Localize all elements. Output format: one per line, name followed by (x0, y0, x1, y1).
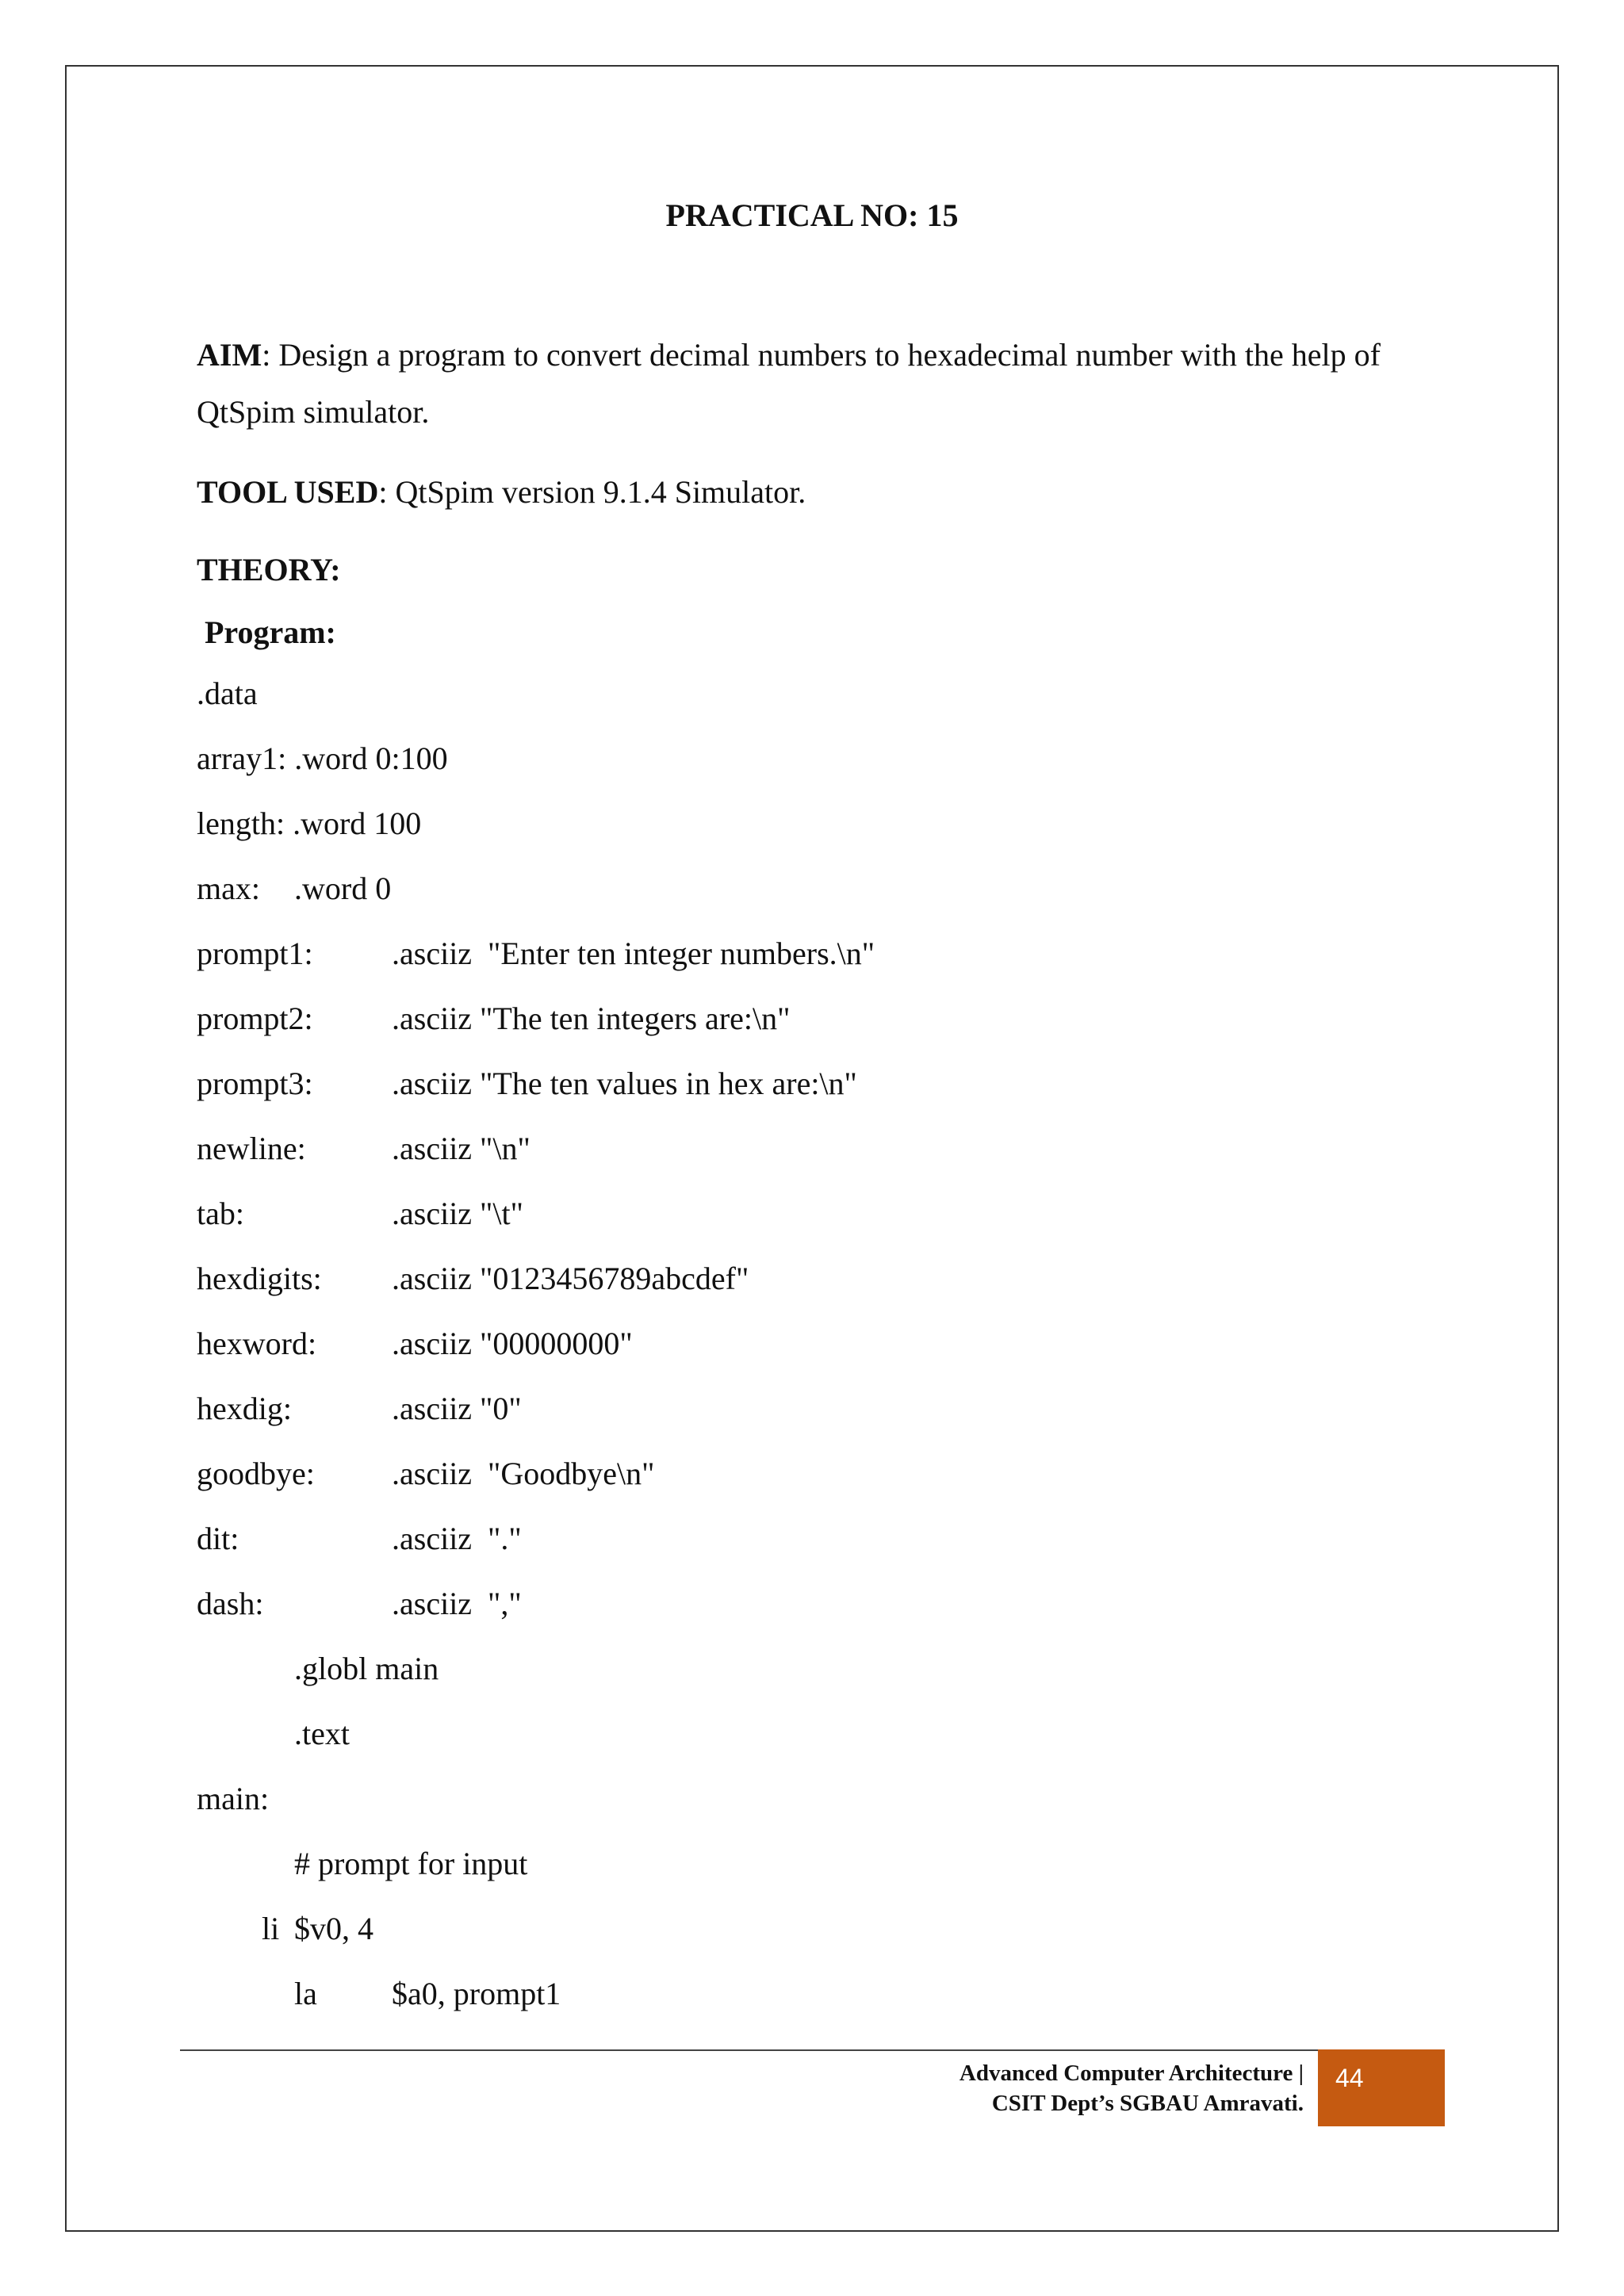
code-line: prompt2: (197, 1001, 313, 1036)
code-line: hexdig: (197, 1391, 292, 1426)
code-line: length: .word 100 (197, 806, 422, 841)
code-line: array1: .word 0:100 (197, 740, 448, 776)
code-line: dit: (197, 1521, 239, 1556)
code-line: .asciiz "Enter ten integer numbers.\n" (392, 936, 875, 971)
code-line: # prompt for input (294, 1846, 528, 1881)
aim-label: AIM (197, 337, 262, 373)
code-line: .globl main (294, 1651, 439, 1686)
footer (959, 2058, 1304, 2118)
code-line: newline: (197, 1131, 306, 1166)
code-line: .asciiz "00000000" (392, 1326, 633, 1361)
code-line: .asciiz "0" (392, 1391, 522, 1426)
code-line: dash: (197, 1586, 264, 1621)
code-line: .asciiz "\t" (392, 1196, 523, 1231)
footer-course: Advanced Computer Architecture | (959, 2061, 1304, 2086)
tool-paragraph (197, 464, 1438, 521)
code-line: tab: (197, 1196, 244, 1231)
code-line: max: (197, 871, 260, 906)
code-line: prompt3: (197, 1066, 313, 1101)
tool-label: TOOL USED (197, 474, 379, 510)
aim-text: : Design a program to convert decimal numbers to hexadecimal number with the help of QtSpim simulator. (197, 337, 1381, 430)
code-line: la (294, 1976, 317, 2011)
theory-heading: THEORY: (197, 552, 341, 587)
code-line: .asciiz "," (392, 1586, 522, 1621)
code-line: $a0, prompt1 (392, 1976, 561, 2011)
code-line: .word 0 (294, 871, 392, 906)
code-line: hexdigits: (197, 1261, 322, 1296)
code-line: hexword: (197, 1326, 317, 1361)
code-line: prompt1: (197, 936, 313, 971)
code-line: $v0, 4 (294, 1911, 373, 1946)
code-line: .asciiz "." (392, 1521, 522, 1556)
program-heading: Program: (205, 614, 336, 650)
code-line: .data (197, 675, 258, 711)
code-line: .asciiz "0123456789abcdef" (392, 1261, 749, 1296)
code-line: goodbye: (197, 1456, 315, 1491)
code-line: li (262, 1911, 280, 1946)
code-line: .asciiz "\n" (392, 1131, 530, 1166)
tool-text: : QtSpim version 9.1.4 Simulator. (378, 474, 806, 510)
code-line: .asciiz "The ten values in hex are:\n" (392, 1066, 857, 1101)
code-line: .asciiz "The ten integers are:\n" (392, 1001, 791, 1036)
code-line: main: (197, 1781, 270, 1816)
footer-divider (180, 2049, 1318, 2051)
aim-paragraph (197, 327, 1438, 441)
footer-department: CSIT Dept’s SGBAU Amravati. (991, 2091, 1304, 2116)
code-line: .text (294, 1716, 350, 1751)
page-title: PRACTICAL NO: 15 (665, 197, 959, 233)
code-line: .asciiz "Goodbye\n" (392, 1456, 655, 1491)
page-number: 44 (1318, 2049, 1445, 2126)
